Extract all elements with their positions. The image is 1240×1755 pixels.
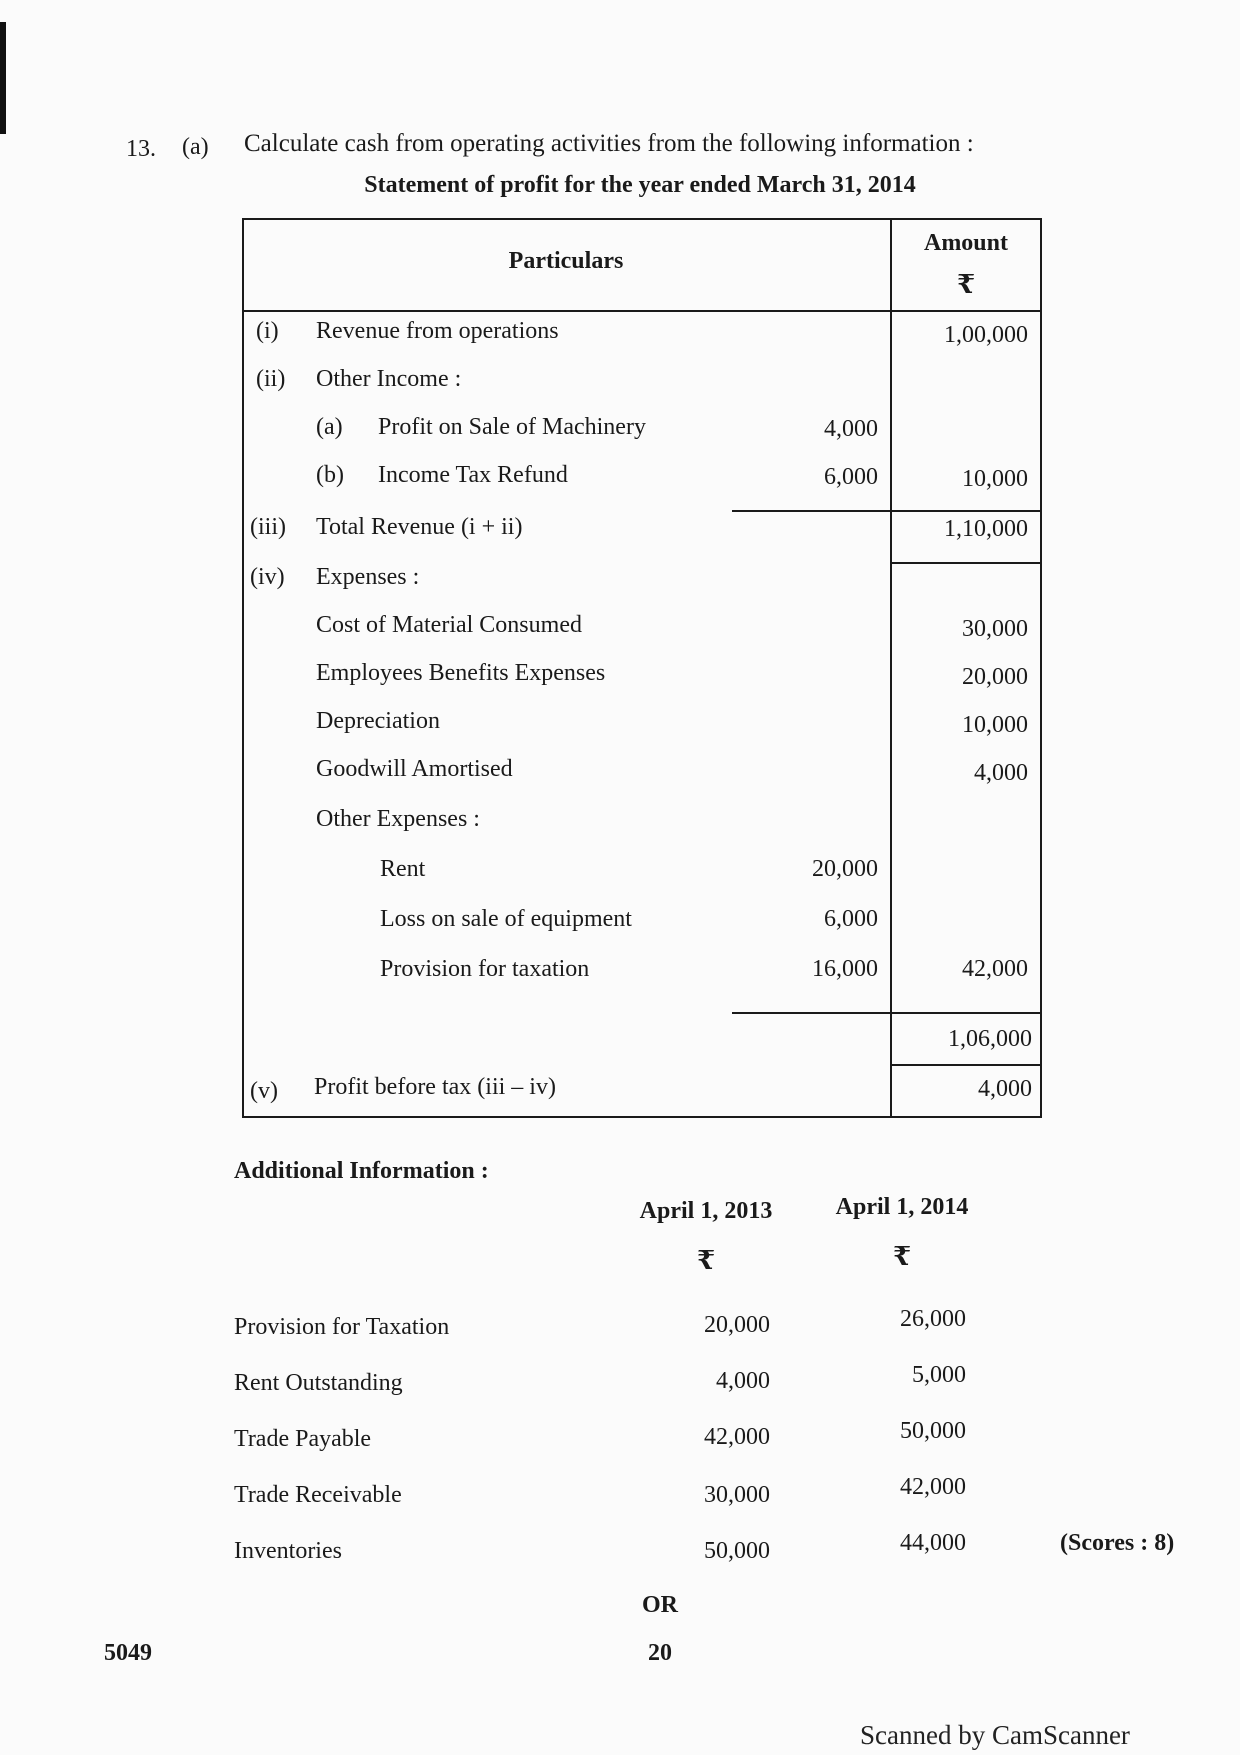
table-border-top [242, 218, 1040, 220]
scores-label: (Scores : 8) [1060, 1530, 1175, 1556]
row-index: (b) [316, 462, 344, 488]
question-text: Calculate cash from operating activities from the following information : [244, 130, 974, 157]
row-label: Rent [380, 856, 426, 882]
subtotal-line-expenses [732, 1012, 1042, 1014]
profit-statement-table [242, 218, 1042, 1118]
subtotal-line-total-revenue [890, 562, 1042, 564]
row-label: Total Revenue (i + ii) [316, 514, 523, 540]
info-row-label: Trade Receivable [234, 1482, 402, 1508]
table-border-left [242, 218, 244, 1118]
header-currency: ₹ [956, 270, 976, 299]
row-label: Depreciation [316, 708, 440, 734]
row-label: Provision for taxation [380, 956, 590, 982]
info-row-value-2013: 20,000 [704, 1312, 770, 1338]
row-amount: 1,06,000 [948, 1026, 1032, 1052]
row-index: (i) [256, 318, 279, 344]
info-row-value-2013: 4,000 [716, 1368, 770, 1394]
row-amount: 42,000 [962, 956, 1028, 982]
row-label: Income Tax Refund [378, 462, 568, 488]
table-border-bottom [242, 1116, 1042, 1118]
page-number: 20 [648, 1640, 672, 1666]
additional-info-title: Additional Information : [234, 1158, 489, 1184]
row-amount: 30,000 [962, 616, 1028, 642]
row-amount: 1,00,000 [944, 322, 1028, 348]
row-label: Loss on sale of equipment [380, 906, 632, 932]
row-label: Employees Benefits Expenses [316, 660, 606, 686]
info-row-label: Rent Outstanding [234, 1370, 403, 1396]
row-inner-amount: 6,000 [824, 464, 878, 490]
row-index: (a) [316, 414, 343, 440]
row-index: (v) [250, 1078, 278, 1104]
info-row-value-2014: 5,000 [912, 1362, 966, 1388]
question-part: (a) [182, 134, 209, 160]
scan-edge-mark [0, 22, 6, 134]
table-border-right [1040, 218, 1042, 1118]
subtotal-line-revenue [732, 510, 1042, 512]
header-separator [242, 310, 1042, 312]
info-row-value-2014: 50,000 [900, 1418, 966, 1444]
info-row-label: Inventories [234, 1538, 342, 1564]
header-amount: Amount [923, 230, 1008, 256]
question-number: 13. [126, 136, 156, 162]
statement-title: Statement of profit for the year ended March 31, 2014 [364, 172, 916, 198]
info-row-value-2013: 30,000 [704, 1482, 770, 1508]
row-label: Cost of Material Consumed [316, 612, 582, 638]
row-label: Other Income : [316, 366, 462, 392]
row-inner-amount: 20,000 [812, 856, 878, 882]
row-label: Profit before tax (iii – iv) [314, 1074, 556, 1100]
info-row-value-2013: 42,000 [704, 1424, 770, 1450]
info-row-value-2014: 44,000 [900, 1530, 966, 1556]
paper-code: 5049 [104, 1640, 152, 1666]
row-label: Expenses : [316, 564, 420, 590]
row-label: Revenue from operations [316, 318, 559, 344]
info-row-value-2014: 42,000 [900, 1474, 966, 1500]
row-inner-amount: 4,000 [824, 416, 878, 442]
row-label: Goodwill Amortised [316, 756, 513, 782]
row-index: (iv) [250, 564, 285, 590]
header-particulars: Particulars [508, 248, 624, 274]
currency-2013: ₹ [696, 1246, 716, 1275]
row-index: (iii) [250, 514, 286, 540]
info-row-label: Trade Payable [234, 1426, 372, 1452]
row-inner-amount: 16,000 [812, 956, 878, 982]
currency-2014: ₹ [892, 1242, 912, 1271]
row-label: Other Expenses : [316, 806, 480, 832]
info-row-label: Provision for Taxation [234, 1314, 450, 1340]
column-header-2014: April 1, 2014 [835, 1194, 969, 1220]
row-label: Profit on Sale of Machinery [378, 414, 646, 440]
info-row-value-2013: 50,000 [704, 1538, 770, 1564]
row-amount: 4,000 [978, 1076, 1032, 1102]
row-amount: 20,000 [962, 664, 1028, 690]
column-header-2013: April 1, 2013 [639, 1198, 773, 1224]
subtotal-line-total-expenses [890, 1064, 1042, 1066]
info-row-value-2014: 26,000 [900, 1306, 966, 1332]
row-inner-amount: 6,000 [824, 906, 878, 932]
scanner-watermark: Scanned by CamScanner [860, 1720, 1130, 1750]
row-index: (ii) [256, 366, 286, 392]
row-amount: 10,000 [962, 712, 1028, 738]
row-amount: 1,10,000 [944, 516, 1028, 542]
row-amount: 4,000 [974, 760, 1028, 786]
or-separator: OR [642, 1592, 678, 1618]
row-amount: 10,000 [962, 466, 1028, 492]
